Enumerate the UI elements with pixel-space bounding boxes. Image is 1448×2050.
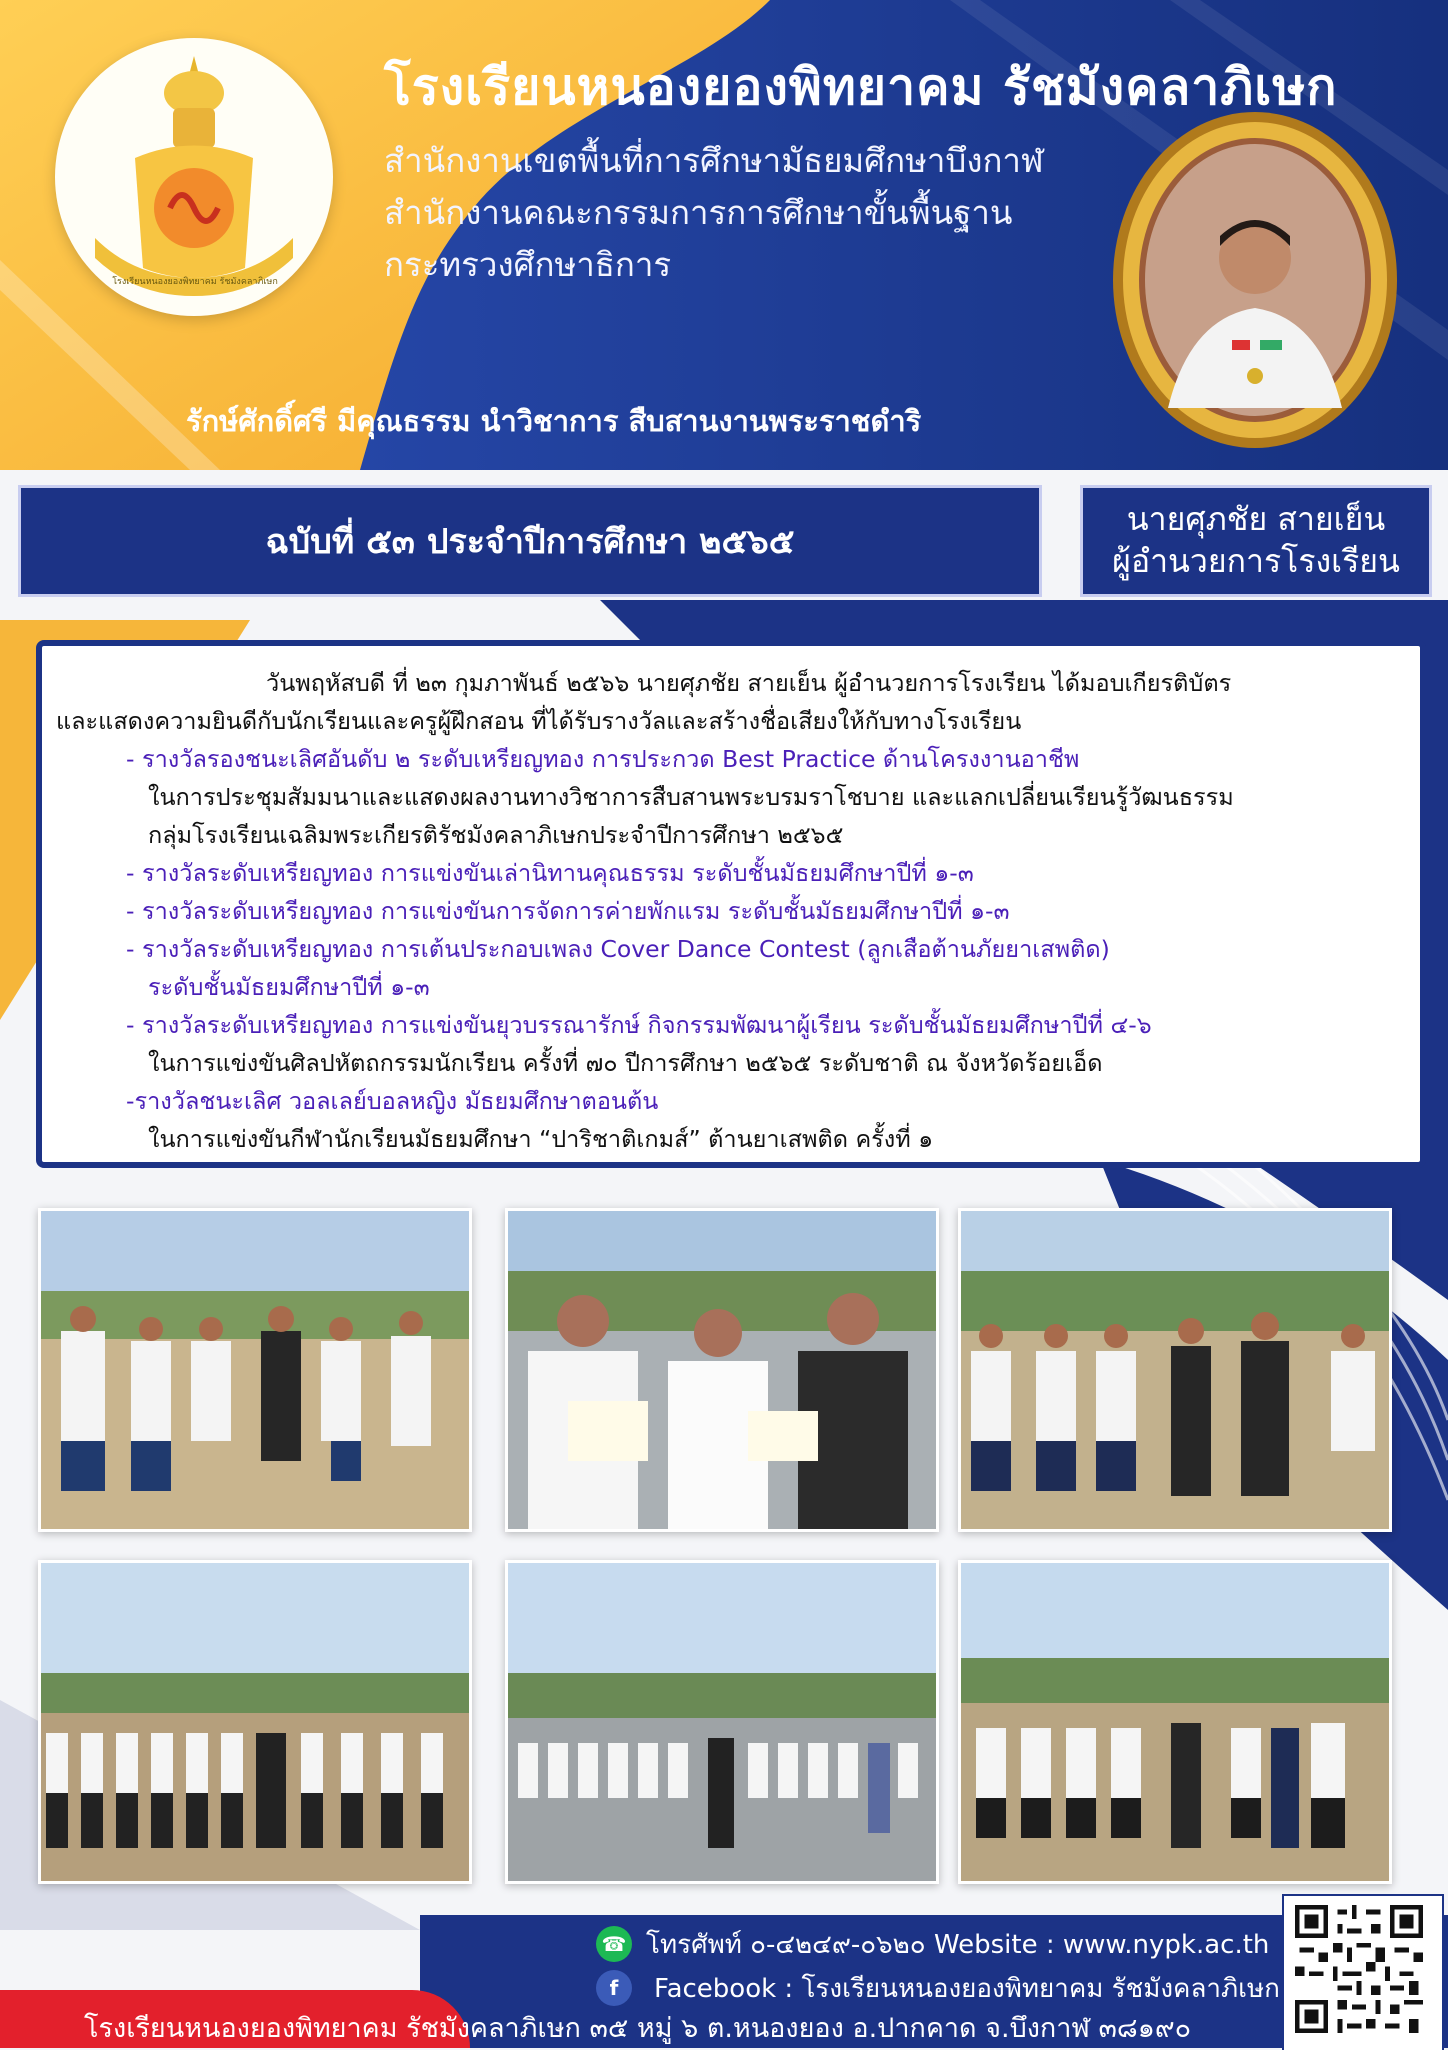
director-box: [1080, 485, 1432, 597]
photo-award-group-6: [958, 1560, 1392, 1884]
award-item-1: - รางวัลรองชนะเลิศอันดับ ๒ ระดับเหรียญทอง การประกวด Best Practice ด้านโครงงานอาชีพ: [126, 745, 1080, 773]
award-item-3: - รางวัลระดับเหรียญทอง การแข่งขันการจัดการค่ายพักแรม ระดับชั้นมัธยมศึกษาปีที่ ๑-๓: [126, 897, 1010, 925]
award-item-2: - รางวัลระดับเหรียญทอง การแข่งขันเล่านิทานคุณธรรม ระดับชั้นมัธยมศึกษาปีที่ ๑-๓: [126, 859, 974, 887]
photo-award-group-4: [38, 1560, 472, 1884]
photo-award-group-2: [505, 1208, 939, 1532]
logo-caption: โรงเรียนหนองยองพิทยาคม รัชมังคลาภิเษก: [112, 277, 278, 287]
school-name-title: โรงเรียนหนองยองพิทยาคม รัชมังคลาภิเษก: [384, 58, 1338, 116]
org-line-2: สำนักงานคณะกรรมการการศึกษาขั้นพื้นฐาน: [384, 193, 1013, 232]
school-address: [84, 2006, 1191, 2049]
director-title: ผู้อำนวยการโรงเรียน: [1112, 542, 1400, 580]
award-1-detail-2: กลุ่มโรงเรียนเฉลิมพระเกียรติรัชมังคลาภิเษกประจำปีการศึกษา ๒๕๖๕: [148, 821, 844, 849]
footer-contact-line: [646, 1924, 1269, 1965]
address-details: รัชมังคลาภิเษก ๓๕ หมู่ ๖ ต.หนองยอง อ.ปากคาด จ.บึงกาฬ ๓๘๑๙๐: [406, 2013, 1192, 2044]
royal-portrait: [1100, 108, 1410, 470]
award-1-detail-1: ในการประชุมสัมมนาและแสดงผลงานทางวิชาการสืบสานพระบรมราโชบาย และแลกเปลี่ยนเรียนรู้วัฒนธรรม: [148, 783, 1234, 811]
phone-number: โทรศัพท์ ๐-๔๒๔๙-๐๖๒๐: [646, 1930, 926, 1960]
issue-title-box: [18, 485, 1042, 597]
school-motto: รักษ์ศักดิ์ศรี มีคุณธรรม นำวิชาการ สืบสานงานพระราชดำริ: [186, 404, 922, 438]
facebook-icon: f: [596, 1970, 632, 2006]
director-name: นายศุภชัย สายเย็น: [1126, 500, 1386, 539]
award-item-4: - รางวัลระดับเหรียญทอง การเต้นประกอบเพลง Cover Dance Contest (ลูกเสือต้านภัยยาเสพติด): [126, 935, 1110, 963]
award-6-detail: ในการแข่งขันกีฬานักเรียนมัธยมศึกษา “ปาริชาติเกมส์” ต้านยาเสพติด ครั้งที่ ๑: [148, 1125, 934, 1153]
website-link[interactable]: Website : www.nypk.ac.th: [933, 1930, 1270, 1960]
news-intro-line-2: และแสดงความยินดีกับนักเรียนและครูผู้ฝึกสอน ที่ได้รับรางวัลและสร้างชื่อเสียงให้กับทางโรงเรียน: [56, 707, 1022, 735]
phone-icon: ☎: [596, 1926, 632, 1962]
school-logo: [55, 38, 333, 316]
org-line-3: กระทรวงศึกษาธิการ: [384, 245, 672, 284]
photo-award-group-1: [38, 1208, 472, 1532]
address-school-name: โรงเรียนหนองยองพิทยาคม: [84, 2013, 398, 2044]
org-line-1: สำนักงานเขตพื้นที่การศึกษามัธยมศึกษาบึงกาฬ: [384, 141, 1044, 180]
facebook-link[interactable]: Facebook : โรงเรียนหนองยองพิทยาคม รัชมังคลาภิเษก: [654, 1974, 1280, 2004]
news-intro-line-1: วันพฤหัสบดี ที่ ๒๓ กุมภาพันธ์ ๒๕๖๖ นายศุภชัย สายเย็น ผู้อำนวยการโรงเรียน ได้มอบเกียรติบัตร: [266, 669, 1232, 697]
award-5-detail: ในการแข่งขันศิลปหัตถกรรมนักเรียน ครั้งที่ ๗๐ ปีการศึกษา ๒๕๖๕ ระดับชาติ ณ จังหวัดร้อยเอ็ด: [148, 1049, 1103, 1077]
photo-award-group-5: [505, 1560, 939, 1884]
qr-code[interactable]: [1284, 1896, 1442, 2050]
issue-title: ฉบับที่ ๕๓ ประจำปีการศึกษา ๒๕๖๕: [265, 522, 795, 562]
news-article: [36, 640, 1426, 1168]
award-4-detail: ระดับชั้นมัธยมศึกษาปีที่ ๑-๓: [148, 973, 430, 1001]
award-item-5: - รางวัลระดับเหรียญทอง การแข่งขันยุวบรรณารักษ์ กิจกรรมพัฒนาผู้เรียน ระดับชั้นมัธยมศึกษาปีที่ ๔-๖: [126, 1011, 1152, 1039]
header-banner: [0, 0, 1448, 470]
award-item-6: -รางวัลชนะเลิศ วอลเลย์บอลหญิง มัธยมศึกษาตอนต้น: [126, 1087, 659, 1115]
photo-award-group-3: [958, 1208, 1392, 1532]
